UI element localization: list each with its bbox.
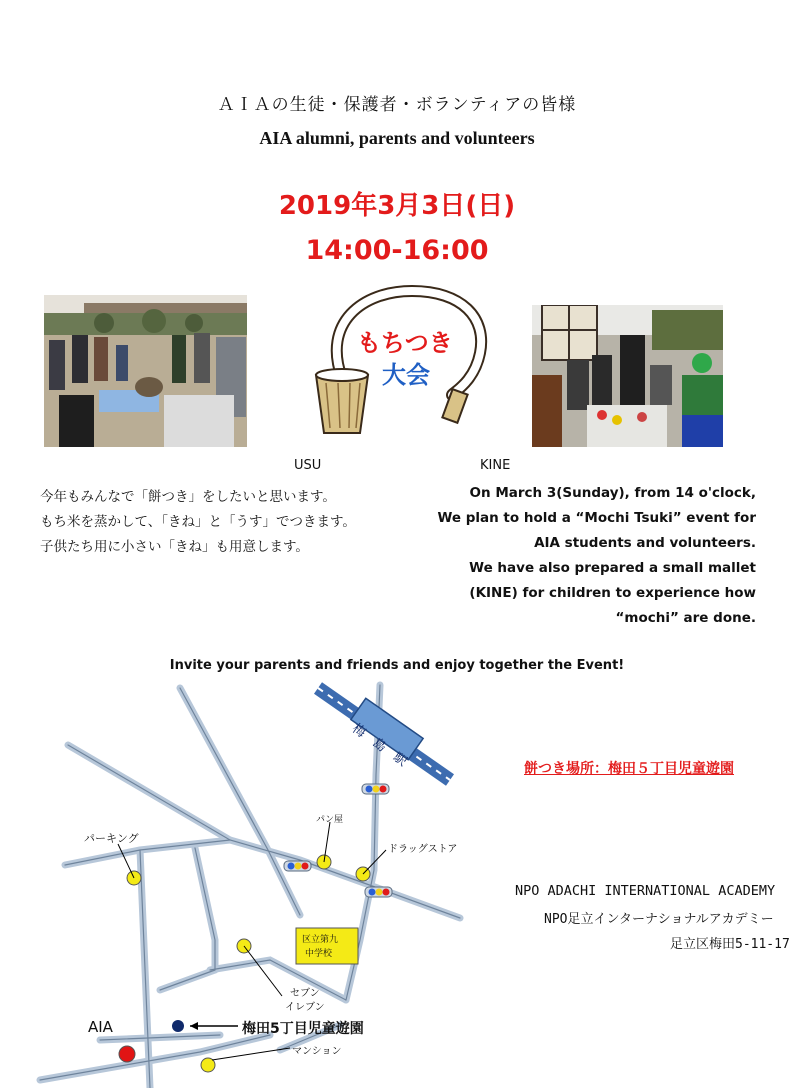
body-ja-line-1: 今年もみんなで「餅つき」をしたいと思います。 [40,489,336,505]
body-en-line-3: AIA students and volunteers. [534,535,756,551]
park-label: 梅田5丁目児童遊園 [242,1021,364,1037]
org-address: 足立区梅田5-11-17 [670,937,790,952]
venue-location: 餅つき場所：梅田５丁目児童遊園 [524,761,734,777]
parking-label: パーキング [84,832,139,845]
traffic-light-drugstore [365,887,392,897]
bakery-label: パン屋 [316,815,344,825]
photo-right-children-eating [532,305,723,447]
aia-marker [119,1046,135,1062]
drugstore-label: ドラッグストア [388,844,458,855]
body-en-line-6: “mochi” are done. [615,610,756,626]
traffic-light-bakery [284,861,311,871]
body-ja-line-2: もち米を蒸かして、「きね」と「うす」でつきます。 [40,514,356,530]
body-en-line-1: On March 3(Sunday), from 14 o'clock, [469,485,756,501]
body-ja-line-3: 子供たち用に小さい「きね」も用意します。 [40,539,309,555]
body-en-line-4: We have also prepared a small mallet [469,560,756,576]
access-map [0,680,500,1088]
caption-kine: KINE [480,458,511,473]
caption-usu: USU [294,458,322,473]
body-en-line-2: We plan to hold a “Mochi Tsuki” event for [437,510,756,526]
mochitsuki-logo [302,283,492,445]
seven-eleven-label-1: セブン [290,988,320,999]
org-name-japanese: NPO足立インターナショナルアカデミー [544,912,774,927]
invite-text: Invite your parents and friends and enjoy together the Event! [169,658,625,673]
greeting-english: AIA alumni, parents and volunteers [259,128,535,148]
body-en-line-5: (KINE) for children to experience how [469,585,756,601]
seven-eleven-label-2: イレブン [285,1002,325,1013]
org-name-english: NPO ADACHI INTERNATIONAL ACADEMY [515,883,776,899]
seven-eleven-leader [244,946,282,996]
logo-text-taikai: 大会 [382,361,430,389]
event-date: 2019年3月3日(日) [278,191,516,221]
event-time: 14:00-16:00 [305,235,489,266]
park-marker [172,1020,184,1032]
school-label-2: 中学校 [305,949,333,959]
mansion-label: マンション [292,1046,342,1057]
logo-text-mochitsuki: もちつき [357,329,453,357]
station-label: 梅島駅 [349,721,420,777]
traffic-light-station [362,784,389,794]
school-label-1: 区立第九 [302,935,339,945]
aia-label: AIA [88,1018,113,1036]
greeting-japanese: ＡＩＡの生徒・保護者・ボランティアの皆様 [217,95,577,115]
photo-left-mochi-pounding [44,295,247,447]
